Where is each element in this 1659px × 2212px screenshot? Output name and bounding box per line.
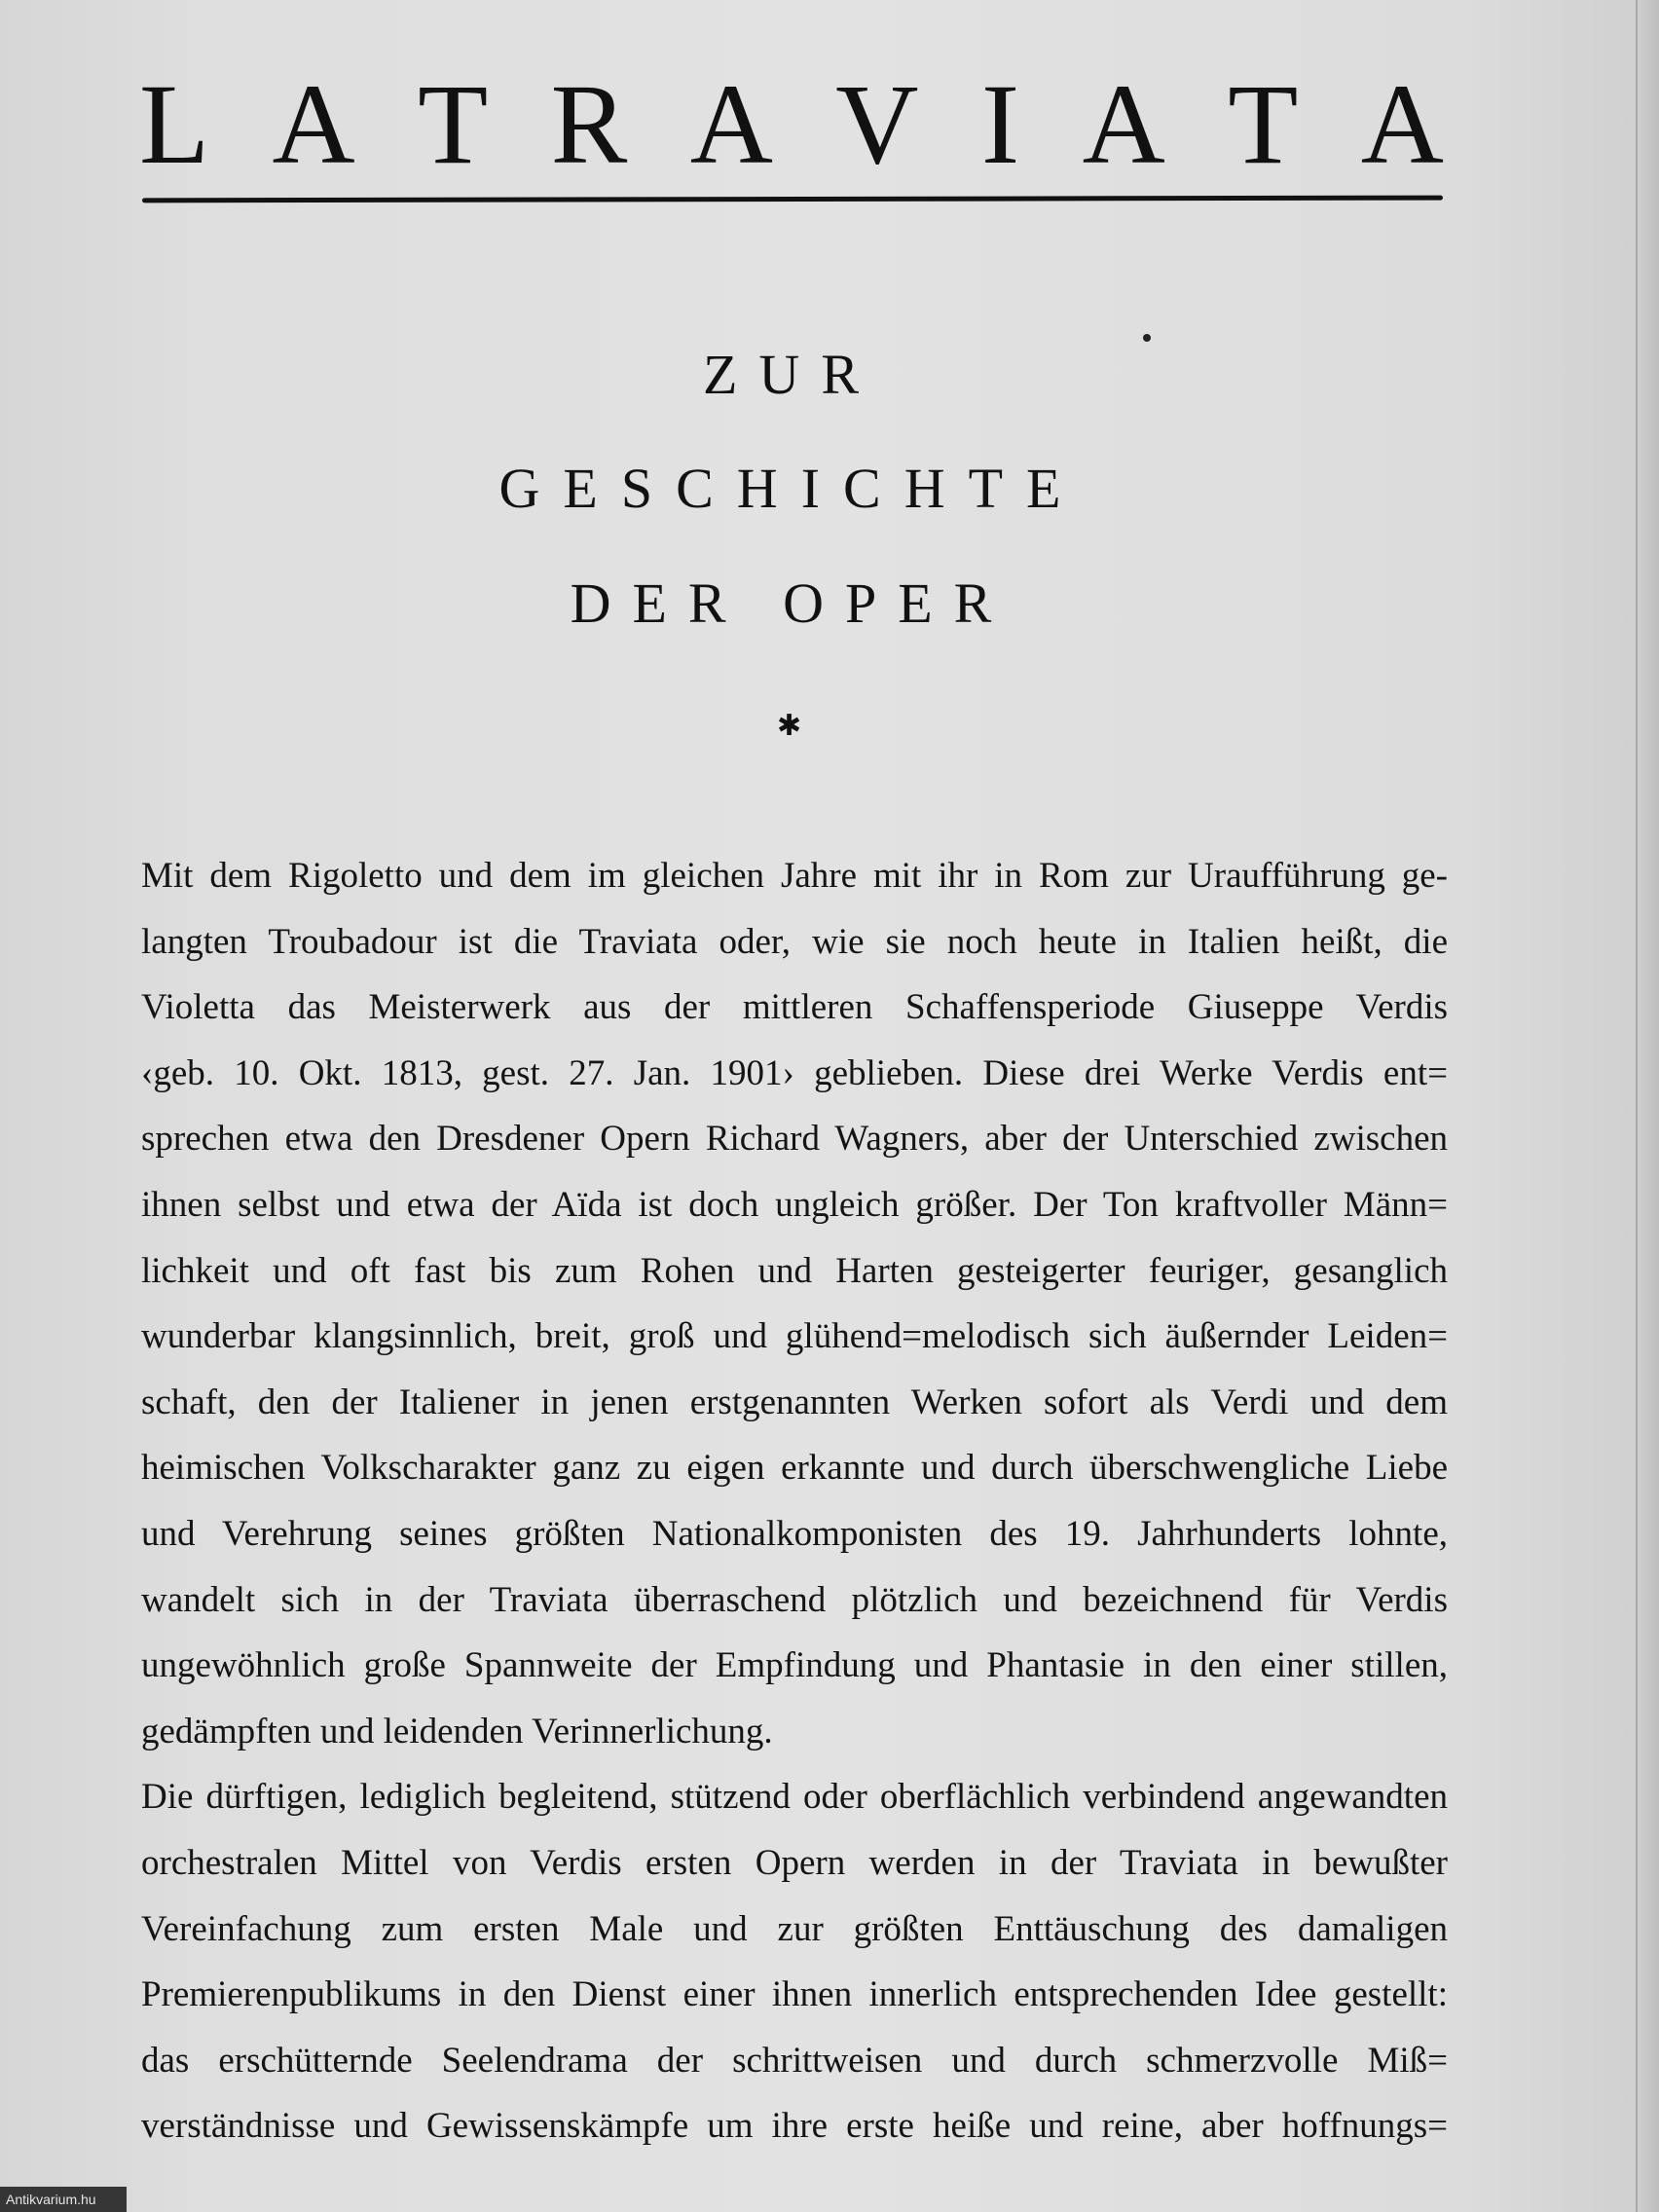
running-title-letter: T [1228,60,1299,188]
body-line-paragraph-end: gedämpften und leidenden Verinnerlichung. [141,1711,773,1751]
chapter-heading-line-2: GESCHICHTE [498,457,1085,520]
running-title-letter: V [835,60,919,188]
page-edge [1636,0,1659,2212]
title-rule [142,196,1443,203]
body-line: schaft, den der Italiener in jenen erstgenannten Werken sofort als Verdi und dem [141,1382,1448,1422]
body-line: Mit dem Rigoletto und dem im gleichen Jahre mit ihr in Rom zur Uraufführung ge- [141,856,1448,896]
body-line: Vereinfachung zum ersten Male und zur größten Enttäuschung des damaligen [141,1908,1448,1949]
body-line: wandelt sich in der Traviata überraschend plötzlich und bezeichnend für Verdis [141,1579,1448,1620]
body-text [141,843,1448,2159]
running-title-letter: I [980,60,1020,188]
running-title-letter: A [1360,60,1444,188]
running-title-letter: A [1082,60,1165,188]
star-ornament-icon: ✱ [777,709,802,743]
body-line: und Verehrung seines größten Nationalkomponisten des 19. Jahrhunderts lohnte, [141,1513,1448,1554]
body-line: ungewöhnlich große Spannweite der Empfindung und Phantasie in den einer stillen, [141,1645,1448,1686]
body-line: wunderbar klangsinnlich, breit, groß und glühend=melodisch sich äußernder Leiden= [141,1316,1448,1357]
body-line: sprechen etwa den Dresdener Opern Richard Wagners, aber der Unterschied zwischen [141,1119,1448,1160]
body-line: Premierenpublikums in den Dienst einer ihnen innerlich entsprechenden Idee gestellt: [141,1974,1448,2015]
body-line: Violetta das Meisterwerk aus der mittleren Schaffensperiode Giuseppe Verdis [141,987,1448,1028]
chapter-heading-line-3: DER OPER [570,571,1014,635]
running-title-letter: A [272,60,355,188]
body-line: lichkeit und oft fast bis zum Rohen und Harten gesteigerter feuriger, gesanglich [141,1250,1448,1291]
watermark: Antikvarium.hu [0,2187,127,2212]
body-line: ihnen selbst und etwa der Aïda ist doch ungleich größer. Der Ton kraftvoller Männ= [141,1184,1448,1225]
running-title-letter: L [139,60,210,188]
body-line: verständnisse und Gewissenskämpfe um ihre erste heiße und reine, aber hoffnungs= [141,2106,1448,2147]
body-line: langten Troubadour ist die Traviata oder, wie sie noch heute in Italien heißt, die [141,921,1448,962]
running-title [139,56,1444,193]
body-line: orchestralen Mittel von Verdis ersten Opern werden in der Traviata in bewußter [141,1842,1448,1883]
body-line: das erschütternde Seelendrama der schrittweisen und durch schmerzvolle Miß= [141,2040,1448,2081]
running-title-letter: T [418,60,489,188]
body-line: heimischen Volkscharakter ganz zu eigen erkannte und durch überschwengliche Liebe [141,1448,1448,1489]
chapter-heading-line-1: ZUR [703,343,880,406]
running-title-letter: R [550,60,628,188]
running-title-letter: A [689,60,773,188]
body-line: Die dürftigen, lediglich begleitend, stützend oder oberflächlich verbindend angewandten [141,1777,1448,1818]
body-line: ‹geb. 10. Okt. 1813, gest. 27. Jan. 1901› geblieben. Diese drei Werke Verdis ent= [141,1052,1448,1093]
